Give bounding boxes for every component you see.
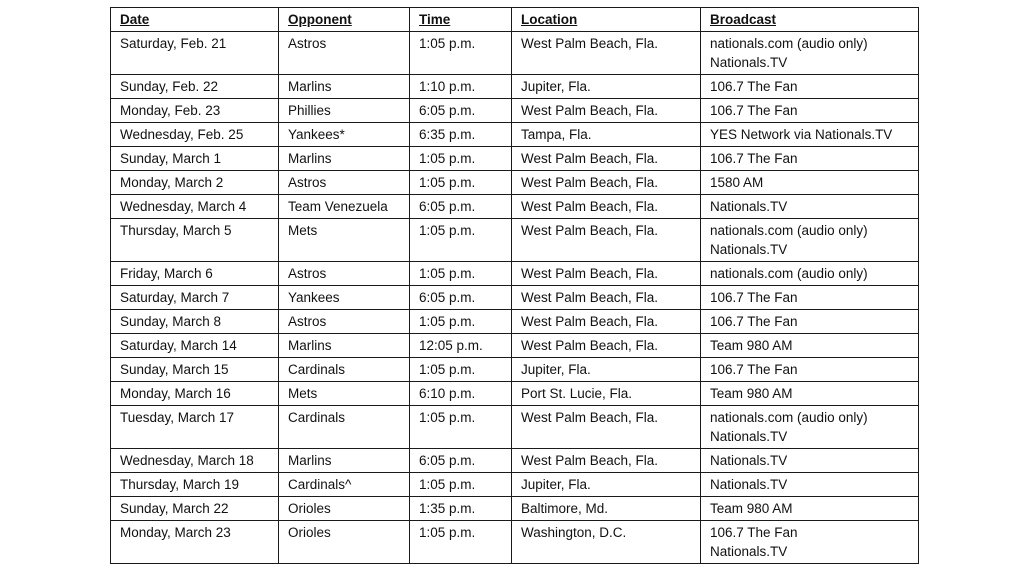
cell-location: West Palm Beach, Fla. <box>512 406 701 449</box>
header-opponent: Opponent <box>279 8 410 32</box>
cell-date: Monday, March 2 <box>111 171 279 195</box>
table-row <box>111 171 919 195</box>
cell-time: 1:05 p.m. <box>410 358 512 382</box>
table-row <box>111 382 919 406</box>
table-row <box>111 75 919 99</box>
cell-opponent: Orioles <box>279 497 410 521</box>
table-row <box>111 310 919 334</box>
cell-opponent: Cardinals <box>279 358 410 382</box>
cell-date: Monday, March 16 <box>111 382 279 406</box>
table-row <box>111 521 919 564</box>
cell-opponent: Astros <box>279 310 410 334</box>
cell-opponent: Astros <box>279 171 410 195</box>
cell-location: West Palm Beach, Fla. <box>512 147 701 171</box>
cell-broadcast <box>701 449 919 473</box>
broadcast-line: Nationals.TV <box>710 477 788 492</box>
cell-time: 6:10 p.m. <box>410 382 512 406</box>
cell-location: Washington, D.C. <box>512 521 701 564</box>
cell-date: Tuesday, March 17 <box>111 406 279 449</box>
broadcast-line: Nationals.TV <box>710 55 788 70</box>
cell-broadcast <box>701 382 919 406</box>
cell-location: West Palm Beach, Fla. <box>512 171 701 195</box>
cell-date: Wednesday, March 4 <box>111 195 279 219</box>
broadcast-line: Nationals.TV <box>710 199 788 214</box>
cell-location: West Palm Beach, Fla. <box>512 286 701 310</box>
cell-opponent: Orioles <box>279 521 410 564</box>
cell-location: West Palm Beach, Fla. <box>512 449 701 473</box>
cell-location: Jupiter, Fla. <box>512 473 701 497</box>
cell-date: Sunday, March 8 <box>111 310 279 334</box>
schedule-table <box>110 7 919 564</box>
cell-date: Sunday, March 15 <box>111 358 279 382</box>
cell-opponent: Phillies <box>279 99 410 123</box>
header-broadcast: Broadcast <box>701 8 919 32</box>
cell-time: 1:05 p.m. <box>410 406 512 449</box>
cell-time: 1:05 p.m. <box>410 473 512 497</box>
broadcast-line: YES Network via Nationals.TV <box>710 127 893 142</box>
cell-time: 1:05 p.m. <box>410 219 512 262</box>
table-row <box>111 262 919 286</box>
cell-broadcast <box>701 286 919 310</box>
cell-time: 1:05 p.m. <box>410 32 512 75</box>
cell-time: 6:05 p.m. <box>410 195 512 219</box>
cell-time: 6:05 p.m. <box>410 449 512 473</box>
cell-date: Saturday, March 7 <box>111 286 279 310</box>
cell-time: 6:05 p.m. <box>410 99 512 123</box>
broadcast-line: 1580 AM <box>710 175 764 190</box>
table-row <box>111 406 919 449</box>
table-row <box>111 334 919 358</box>
broadcast-line: 106.7 The Fan <box>710 314 798 329</box>
cell-time: 12:05 p.m. <box>410 334 512 358</box>
table-row <box>111 497 919 521</box>
table-row <box>111 286 919 310</box>
table-row <box>111 219 919 262</box>
cell-time: 1:35 p.m. <box>410 497 512 521</box>
cell-broadcast <box>701 334 919 358</box>
broadcast-line: nationals.com (audio only) <box>710 410 868 425</box>
table-row <box>111 123 919 147</box>
cell-opponent: Cardinals^ <box>279 473 410 497</box>
broadcast-line: nationals.com (audio only) <box>710 223 868 238</box>
cell-location: West Palm Beach, Fla. <box>512 310 701 334</box>
cell-broadcast <box>701 262 919 286</box>
cell-opponent: Astros <box>279 262 410 286</box>
cell-broadcast <box>701 75 919 99</box>
cell-date: Saturday, March 14 <box>111 334 279 358</box>
cell-location: West Palm Beach, Fla. <box>512 334 701 358</box>
cell-date: Saturday, Feb. 21 <box>111 32 279 75</box>
cell-opponent: Mets <box>279 382 410 406</box>
header-date: Date <box>111 8 279 32</box>
cell-opponent: Marlins <box>279 449 410 473</box>
table-row <box>111 473 919 497</box>
cell-date: Monday, March 23 <box>111 521 279 564</box>
cell-time: 1:10 p.m. <box>410 75 512 99</box>
broadcast-line: nationals.com (audio only) <box>710 266 868 281</box>
cell-broadcast <box>701 358 919 382</box>
broadcast-line: 106.7 The Fan <box>710 79 798 94</box>
cell-broadcast <box>701 521 919 564</box>
cell-broadcast <box>701 32 919 75</box>
cell-time: 1:05 p.m. <box>410 310 512 334</box>
broadcast-line: Nationals.TV <box>710 544 788 559</box>
cell-broadcast <box>701 147 919 171</box>
broadcast-line: Nationals.TV <box>710 453 788 468</box>
cell-date: Thursday, March 5 <box>111 219 279 262</box>
cell-time: 1:05 p.m. <box>410 171 512 195</box>
cell-broadcast <box>701 310 919 334</box>
table-row <box>111 449 919 473</box>
cell-opponent: Cardinals <box>279 406 410 449</box>
cell-opponent: Marlins <box>279 75 410 99</box>
broadcast-line: Team 980 AM <box>710 338 793 353</box>
broadcast-line: 106.7 The Fan <box>710 151 798 166</box>
cell-broadcast <box>701 99 919 123</box>
cell-location: Jupiter, Fla. <box>512 75 701 99</box>
cell-date: Monday, Feb. 23 <box>111 99 279 123</box>
cell-broadcast <box>701 473 919 497</box>
cell-date: Wednesday, Feb. 25 <box>111 123 279 147</box>
cell-location: West Palm Beach, Fla. <box>512 32 701 75</box>
cell-time: 6:35 p.m. <box>410 123 512 147</box>
broadcast-line: Team 980 AM <box>710 501 793 516</box>
table-row <box>111 99 919 123</box>
table-row <box>111 32 919 75</box>
cell-broadcast <box>701 497 919 521</box>
table-row <box>111 358 919 382</box>
broadcast-line: Team 980 AM <box>710 386 793 401</box>
cell-date: Sunday, March 22 <box>111 497 279 521</box>
cell-broadcast <box>701 195 919 219</box>
cell-opponent: Astros <box>279 32 410 75</box>
cell-opponent: Yankees* <box>279 123 410 147</box>
cell-date: Friday, March 6 <box>111 262 279 286</box>
cell-broadcast <box>701 171 919 195</box>
cell-time: 1:05 p.m. <box>410 262 512 286</box>
cell-date: Sunday, March 1 <box>111 147 279 171</box>
cell-opponent: Mets <box>279 219 410 262</box>
broadcast-line: nationals.com (audio only) <box>710 36 868 51</box>
table-row <box>111 195 919 219</box>
cell-date: Sunday, Feb. 22 <box>111 75 279 99</box>
cell-location: Tampa, Fla. <box>512 123 701 147</box>
header-location: Location <box>512 8 701 32</box>
cell-location: Jupiter, Fla. <box>512 358 701 382</box>
broadcast-line: 106.7 The Fan <box>710 525 798 540</box>
cell-location: West Palm Beach, Fla. <box>512 262 701 286</box>
cell-location: West Palm Beach, Fla. <box>512 219 701 262</box>
broadcast-line: 106.7 The Fan <box>710 290 798 305</box>
broadcast-line: Nationals.TV <box>710 429 788 444</box>
table-row <box>111 147 919 171</box>
cell-location: West Palm Beach, Fla. <box>512 195 701 219</box>
cell-opponent: Team Venezuela <box>279 195 410 219</box>
cell-date: Thursday, March 19 <box>111 473 279 497</box>
cell-opponent: Marlins <box>279 334 410 358</box>
broadcast-line: 106.7 The Fan <box>710 103 798 118</box>
cell-location: Port St. Lucie, Fla. <box>512 382 701 406</box>
cell-location: West Palm Beach, Fla. <box>512 99 701 123</box>
header-time: Time <box>410 8 512 32</box>
cell-broadcast <box>701 219 919 262</box>
cell-date: Wednesday, March 18 <box>111 449 279 473</box>
cell-opponent: Yankees <box>279 286 410 310</box>
cell-broadcast <box>701 406 919 449</box>
broadcast-line: Nationals.TV <box>710 242 788 257</box>
broadcast-line: 106.7 The Fan <box>710 362 798 377</box>
cell-location: Baltimore, Md. <box>512 497 701 521</box>
cell-opponent: Marlins <box>279 147 410 171</box>
cell-time: 6:05 p.m. <box>410 286 512 310</box>
cell-broadcast <box>701 123 919 147</box>
table-body <box>111 32 919 564</box>
cell-time: 1:05 p.m. <box>410 521 512 564</box>
cell-time: 1:05 p.m. <box>410 147 512 171</box>
table-header-row <box>111 8 919 32</box>
